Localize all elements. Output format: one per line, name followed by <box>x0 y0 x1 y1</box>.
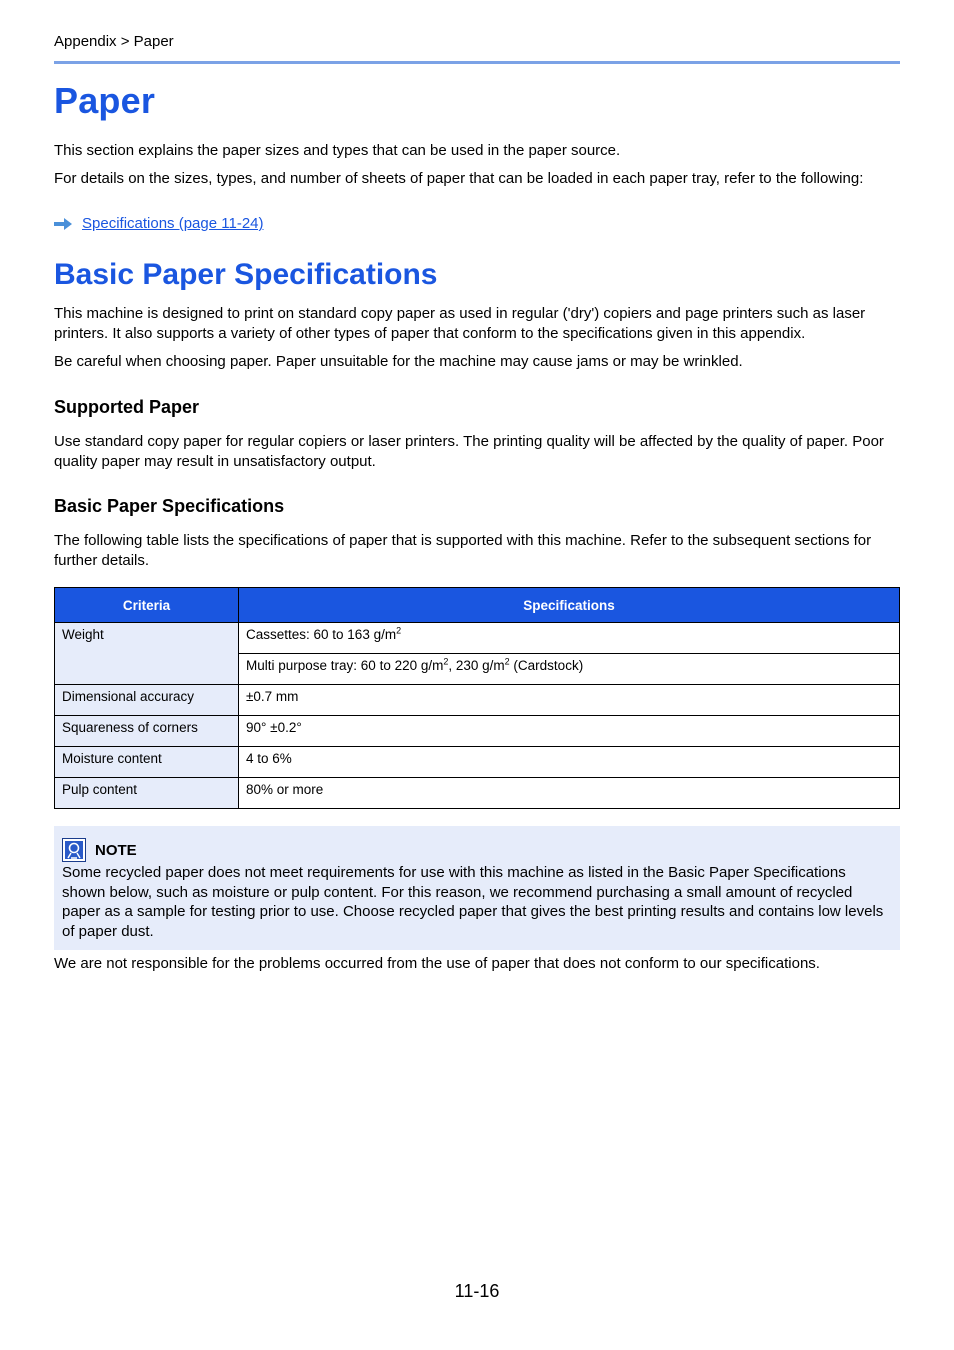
spec-cell: 80% or more <box>239 778 900 809</box>
header-rule <box>54 61 900 64</box>
supported-paper-heading: Supported Paper <box>54 397 200 417</box>
basic-spec-text: The following table lists the specifications of paper that is supported with this machine. Refer to the subsequent sections for further details. <box>54 532 872 569</box>
page-number: 11-16 <box>454 1281 500 1301</box>
section-paragraph-1: This machine is designed to print on standard copy paper as used in regular ('dry') copiers and page printers such as laser printers. It also supports a variety of other types of paper that conform to the specifications given in this appendix. <box>54 305 866 342</box>
breadcrumb: Appendix > Paper <box>54 33 174 50</box>
spec-cell: 4 to 6% <box>239 747 900 778</box>
intro-paragraph-2: For details on the sizes, types, and number of sheets of paper that can be loaded in each paper tray, refer to the following: <box>54 170 864 187</box>
spec-table <box>54 587 900 809</box>
criteria-cell: Squareness of corners <box>55 716 239 747</box>
specifications-link[interactable]: Specifications (page 11-24) <box>82 215 264 232</box>
basic-spec-heading: Basic Paper Specifications <box>54 496 285 516</box>
spec-cell: ±0.7 mm <box>239 685 900 716</box>
page-title: Paper <box>54 80 156 121</box>
arrow-right-icon <box>54 218 72 230</box>
header-criteria: Criteria <box>55 588 239 623</box>
header-specifications: Specifications <box>239 588 900 623</box>
note-text: Some recycled paper does not meet requirements for use with this machine as listed in the Basic Paper Specifications shown below, such as moisture or pulp content. For this reason, we recommend purchasing a small amount of recycled paper as a sample for testing prior to use. Choose recycled paper that gives the best printing results and contains low levels of paper dust. <box>62 864 884 940</box>
spec-cell: 90° ±0.2° <box>239 716 900 747</box>
criteria-cell: Moisture content <box>55 747 239 778</box>
table-row <box>55 623 900 654</box>
spec-link-row <box>54 215 264 232</box>
note-title: NOTE <box>95 841 137 859</box>
weight-mp-tray: Multi purpose tray: 60 to 220 $g/m^2$, 230 $g/m^2$ (Cardstock) <box>239 654 900 685</box>
supported-paper-text: Use standard copy paper for regular copiers or laser printers. The printing quality will be affected by the quality of paper. Poor quality paper may result in unsatisfactory output. <box>54 433 884 470</box>
criteria-cell: Dimensional accuracy <box>55 685 239 716</box>
table-row <box>55 716 900 747</box>
table-row <box>55 778 900 809</box>
weight-criteria: Weight <box>55 623 239 685</box>
table-row <box>55 747 900 778</box>
weight-cassettes: Cassettes: 60 to 163 $g/m^2$ <box>239 623 900 654</box>
section-heading: Basic Paper Specifications <box>54 258 438 291</box>
note-icon <box>62 838 86 862</box>
table-header-row <box>55 588 900 623</box>
intro-paragraph-1: This section explains the paper sizes and types that can be used in the paper source. <box>54 142 621 159</box>
criteria-cell: Pulp content <box>55 778 239 809</box>
section-paragraph-2: Be careful when choosing paper. Paper unsuitable for the machine may cause jams or may be wrinkled. <box>54 353 743 370</box>
table-row <box>55 685 900 716</box>
note-header <box>62 838 137 862</box>
closing-text: We are not responsible for the problems occurred from the use of paper that does not conform to our specifications. <box>54 955 820 972</box>
